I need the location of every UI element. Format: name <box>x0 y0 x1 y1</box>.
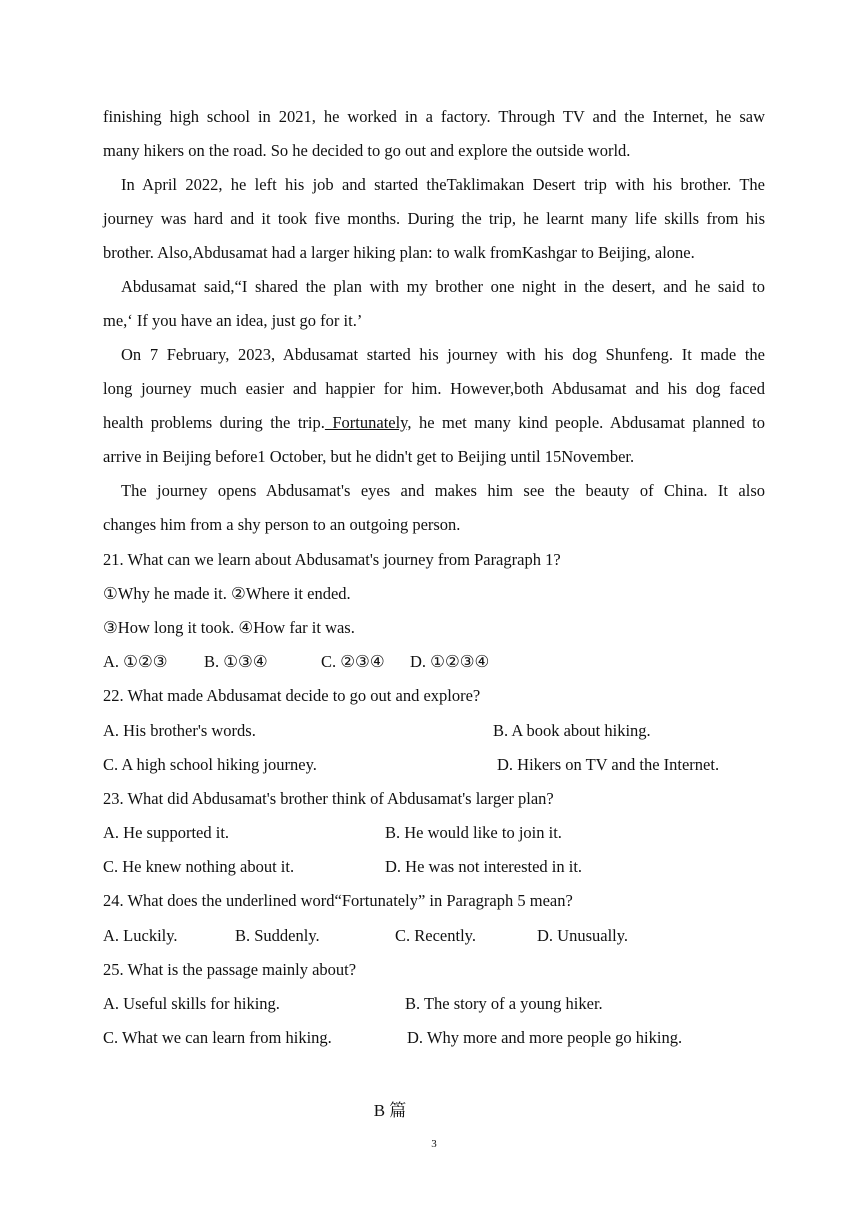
option-b: B. ①③④ <box>204 652 268 671</box>
option-d: D. Why more and more people go hiking. <box>407 1028 683 1047</box>
option-d: D. He was not interested in it. <box>385 857 583 876</box>
option-a: A. His brother's words. <box>103 721 256 740</box>
option-c: C. He knew nothing about it. <box>103 857 295 876</box>
underlined-word: Fortunately, <box>324 413 412 432</box>
question-stem: 24. What does the underlined word“Fortunately” in Paragraph 5 mean? <box>103 891 573 910</box>
option-d: D. ①②③④ <box>410 652 490 671</box>
section-heading: B 篇 <box>373 1101 407 1120</box>
option-a: A. Useful skills for hiking. <box>103 994 280 1013</box>
passage-line: long journey much easier and happier for him. However,both Abdusamat and his dog faced <box>103 379 765 398</box>
passage-line: many hikers on the road. So he decided to go out and explore the outside world. <box>103 141 631 160</box>
passage-line: In April 2022, he left his job and started theTaklimakan Desert trip with his brother. The <box>121 175 765 194</box>
option-c: C. Recently. <box>395 926 476 945</box>
question-stem: 23. What did Abdusamat's brother think of Abdusamat's larger plan? <box>103 789 554 808</box>
passage-line: arrive in Beijing before1 October, but he didn't get to Beijing until 15November. <box>103 447 635 466</box>
passage-line: me,‘ If you have an idea, just go for it.’ <box>103 311 363 330</box>
option-b: B. The story of a young hiker. <box>405 994 603 1013</box>
option-c: C. What we can learn from hiking. <box>103 1028 332 1047</box>
passage-line: brother. Also,Abdusamat had a larger hiking plan: to walk fromKashgar to Beijing, alone. <box>103 243 695 262</box>
passage-line: On 7 February, 2023, Abdusamat started his journey with his dog Shunfeng. It made the <box>121 345 765 364</box>
passage-line: Abdusamat said,“I shared the plan with my brother one night in the desert, and he said to <box>121 277 765 296</box>
option-a: A. Luckily. <box>103 926 178 945</box>
option-d: D. Unusually. <box>537 926 629 945</box>
passage-line: health problems during the trip. Fortunately, he met many kind people. Abdusamat planned to <box>103 413 765 432</box>
statement-line: ③How long it took. ④How far it was. <box>103 618 355 637</box>
option-d: D. Hikers on TV and the Internet. <box>497 755 720 774</box>
option-c: C. ②③④ <box>321 652 385 671</box>
passage-line: The journey opens Abdusamat's eyes and makes him see the beauty of China. It also <box>121 481 765 500</box>
question-stem: 25. What is the passage mainly about? <box>103 960 357 979</box>
option-a: A. ①②③ <box>103 652 168 671</box>
passage-line: journey was hard and it took five months. During the trip, he learnt many life skills from his <box>103 209 765 228</box>
statement-line: ①Why he made it. ②Where it ended. <box>103 584 351 603</box>
option-b: B. A book about hiking. <box>493 721 651 740</box>
passage-line: changes him from a shy person to an outgoing person. <box>103 515 461 534</box>
question-stem: 22. What made Abdusamat decide to go out and explore? <box>103 686 481 705</box>
option-b: B. He would like to join it. <box>385 823 562 842</box>
question-stem: 21. What can we learn about Abdusamat's journey from Paragraph 1? <box>103 550 561 569</box>
passage-line: finishing high school in 2021, he worked in a factory. Through TV and the Internet, he saw <box>103 107 765 126</box>
option-c: C. A high school hiking journey. <box>103 755 317 774</box>
page-number: 3 <box>431 1138 437 1150</box>
option-a: A. He supported it. <box>103 823 230 842</box>
option-b: B. Suddenly. <box>235 926 320 945</box>
